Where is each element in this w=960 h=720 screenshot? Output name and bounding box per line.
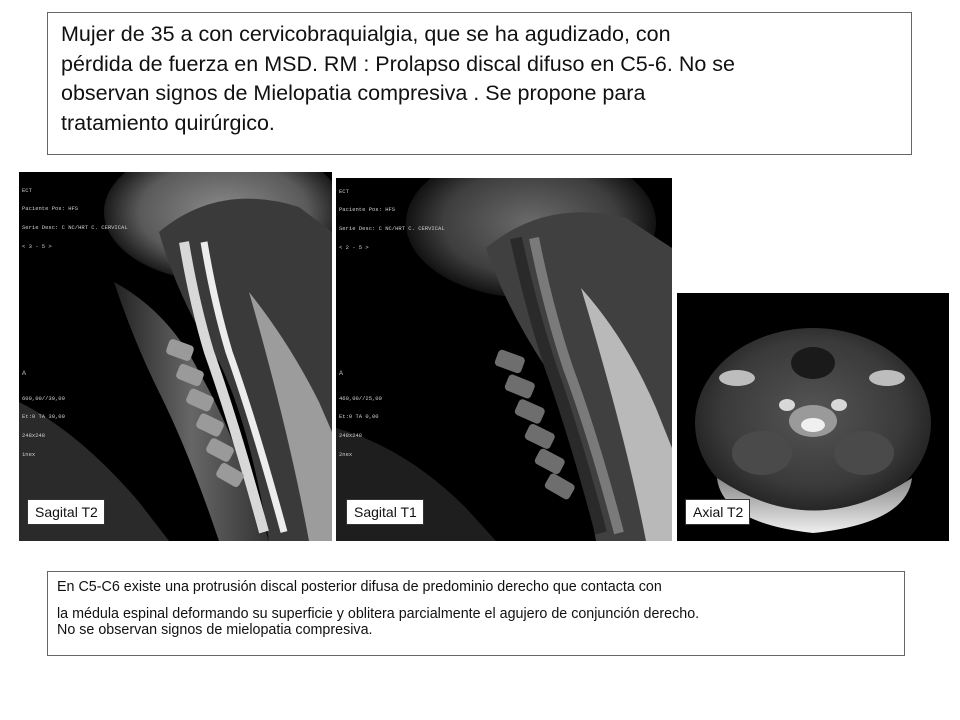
case-summary-line: observan signos de Mielopatia compresiva . Se propone para <box>61 81 646 105</box>
case-summary-line: pérdida de fuerza en MSD. RM : Prolapso discal difuso en C5-6. No se <box>61 51 735 76</box>
findings-line: En C5-C6 existe una protrusión discal posterior difusa de predominio derecho que contacta con <box>57 579 662 595</box>
case-summary-line: tratamiento quirúrgico. <box>61 110 275 135</box>
mri-label-axial-t2: Axial T2 <box>685 499 750 525</box>
mri-label-sagital-t2: Sagital T2 <box>27 499 105 525</box>
mri-params-text: 600,00//30,00 Et:0 TA 30,00 248x248 1nex <box>22 394 65 459</box>
findings-box <box>47 571 905 656</box>
mri-sagittal-t2-image <box>19 172 332 541</box>
findings-line: No se observan signos de mielopatia compresiva. <box>57 622 373 638</box>
findings-line: la médula espinal deformando su superficie y oblitera parcialmente el agujero de conjunción derecho. <box>57 606 700 622</box>
mri-orientation-marker: A <box>22 371 27 377</box>
mri-axial-t2-image <box>677 293 949 541</box>
mri-sagittal-t1-image <box>336 178 672 541</box>
case-summary-line: Mujer de 35 a con cervicobraquialgia, que se ha agudizado, con <box>61 22 671 46</box>
case-summary-box <box>47 12 912 155</box>
mri-header-text: ECT Paciente Pos: HFS Serie Desc: C NC/HRT C. CERVICAL < 2 - 5 > <box>339 187 445 252</box>
mri-label-sagital-t1: Sagital T1 <box>346 499 424 525</box>
mri-header-text: ECT Paciente Pos: HFS Serie Desc: C NC/HRT C. CERVICAL < 3 - 5 > <box>22 186 128 251</box>
mri-params-text: 460,00//25,00 Et:0 TA 0,00 248x248 2nex <box>339 394 382 459</box>
mri-orientation-marker: A <box>339 371 344 377</box>
